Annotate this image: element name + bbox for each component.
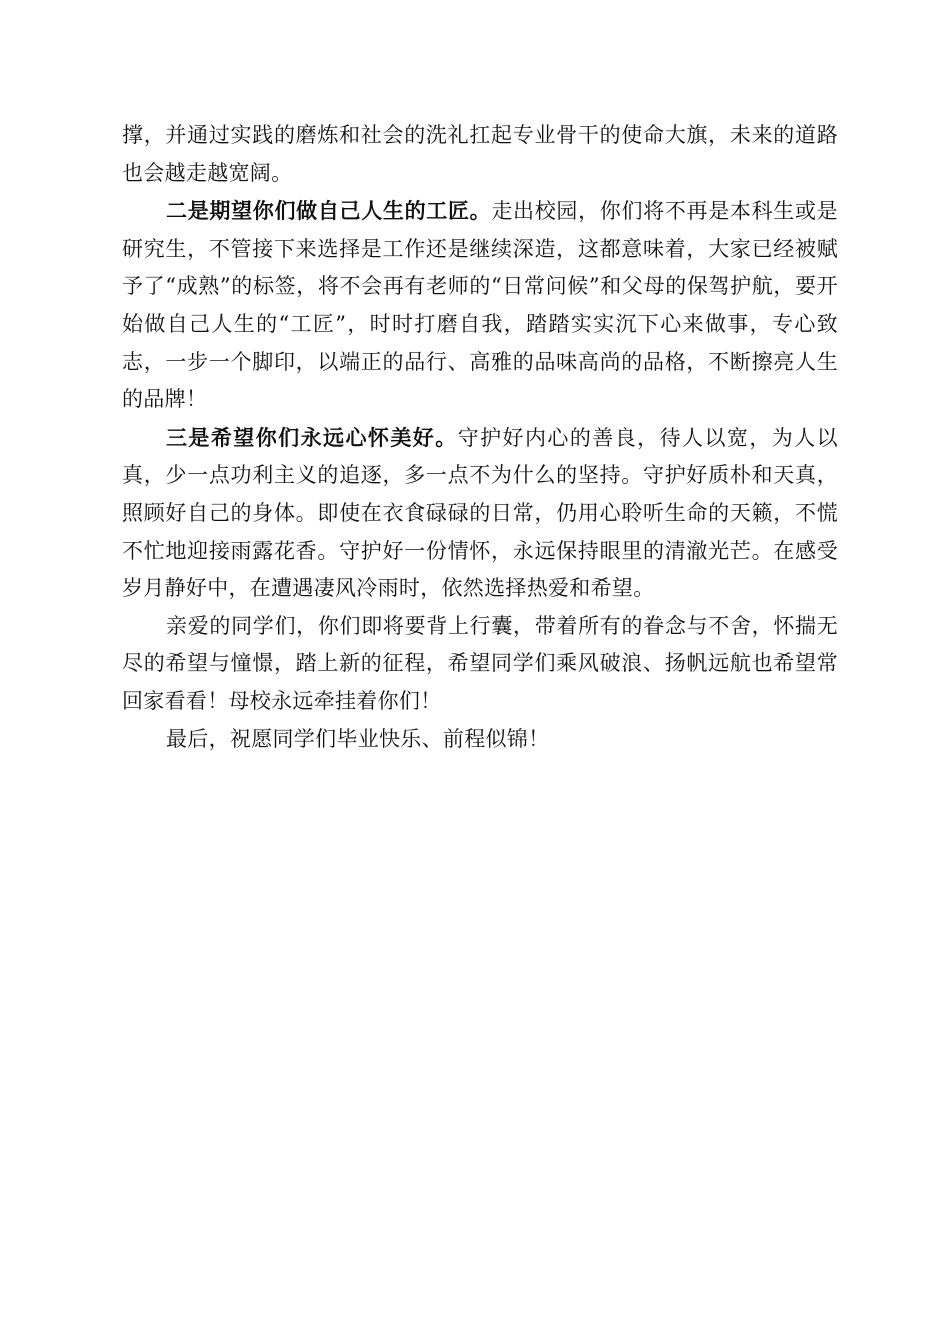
paragraph-text: 亲爱的同学们，你们即将要背上行囊，带着所有的眷念与不舍，怀揣无尽的希望与憧憬，踏上新的征程，希望同学们乘风破浪、扬帆远航也希望常回家看看！母校永远牵挂着你们！ (122, 613, 838, 713)
document-body (122, 117, 838, 758)
paragraph-continuation (122, 117, 838, 192)
paragraph-farewell (122, 608, 838, 721)
paragraph-text: 撑，并通过实践的磨炼和社会的洗礼扛起专业骨干的使命大旗，未来的道路也会越走越宽阔。 (122, 123, 838, 185)
paragraph-text: 最后，祝愿同学们毕业快乐、前程似锦！ (166, 726, 550, 751)
paragraph-closing-wish (122, 721, 838, 759)
paragraph-lead-bold: 二是期望你们做自己人生的工匠。 (166, 198, 492, 224)
paragraph-text: 守护好内心的善良，待人以宽，为人以真，少一点功利主义的追逐，多一点不为什么的坚持。守护好质朴和天真，照顾好自己的身体。即使在衣食碌碌的日常，仍用心聆听生命的天籁，不慌不忙地迎接雨露花香。守护好一份情怀，永远保持眼里的清澈光芒。在感受岁月静好中，在遭遇凄风冷雨时，依然选择热爱和希望。 (122, 425, 838, 601)
paragraph-lead-bold: 三是希望你们永远心怀美好。 (166, 424, 458, 450)
paragraph-second-hope (122, 192, 838, 419)
paragraph-third-hope (122, 419, 838, 608)
paragraph-text: 走出校园，你们将不再是本科生或是研究生，不管接下来选择是工作还是继续深造，这都意味着，大家已经被赋予了“成熟”的标签，将不会再有老师的“日常问候”和父母的保驾护航，要开始做自己人生的“工匠”，时时打磨自我，踏踏实实沉下心来做事，专心致志，一步一个脚印，以端正的品行、高雅的品味高尚的品格，不断擦亮人生的品牌！ (122, 199, 838, 412)
